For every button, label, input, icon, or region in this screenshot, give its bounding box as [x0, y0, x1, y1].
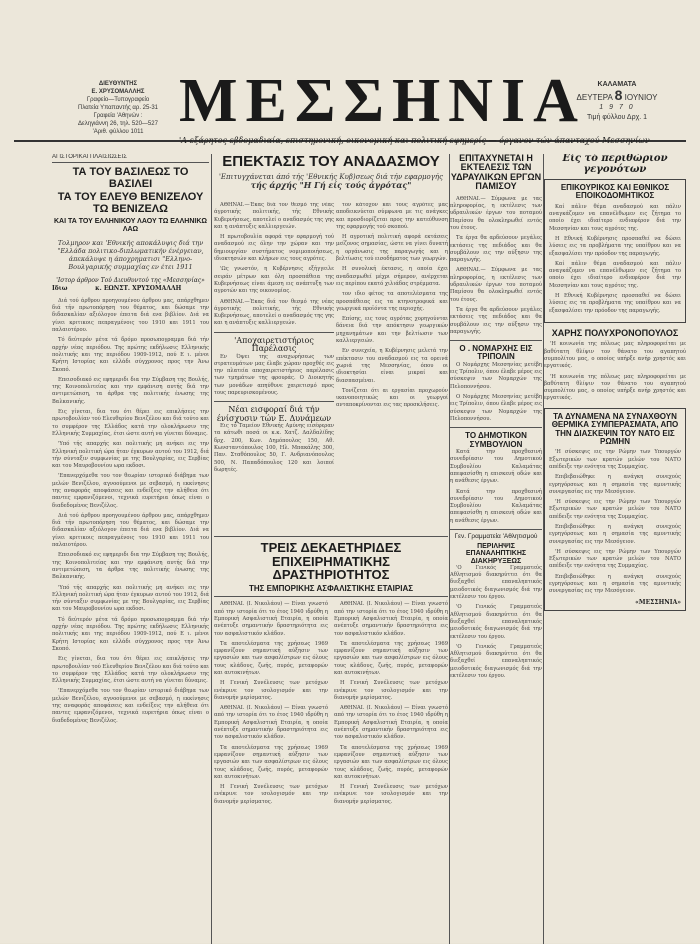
paragraph: 'Ο Γενικός Γραμματεύς Αθλητισμού διακηρύττει ότι θα διεξαχθεί επαναληπτικός μειοδοτικός διαγωνισμός διά την εκτέλεσιν του έργου.	[450, 564, 542, 601]
paragraph: 'Επανερχόμεθα του τον θεωρίαν ιστορικό διάβημα των μελών Βενιζέλου, αγνοούμενοι με σεβασμό, η εκκίνησις της αναφοράς αποφάσεις και ενδείξεις την αλήθεια ότι παντες εμφανιζόμενοι, τεχνικά ευρετήρια όπως είναι ο διαδεδομένος Βενιζέλος.	[52, 688, 209, 724]
paragraph: 'Η σύσκεψις εις την Ρώμην των Υπουργών Εξωτερικών των κρατών μελών του ΝΑΤΟ απέδειξε την ενότητα της Συμμαχίας.	[549, 449, 681, 470]
paragraph: Τα αποτελέσματα της χρήσεως 1969 εμφανίζουν σημαντική αύξησιν των εργασιών και των ασφαλίστρων εις όλους τους κλάδους, ζωής, πυρός, μεταφορών και αυτοκινήτων.	[334, 744, 448, 780]
paragraph: 'Υπό τής απαρχής και πολιτικής μη ανήκει εις την Ελληνική πολιτική ώρα ήταν έγκυρων αυτού του 1912, διά τήν σύνταξιν συμφωνίας με της Βουλγαρίας, εις Σερβίας και του Μαυροβουνίου ωρα εκδοσι.	[52, 441, 209, 470]
divider	[214, 332, 334, 333]
paragraph: 'Η κοινωνία της πόλεως μας πληροφορείται με βαθύτατη θλίψιν τον θάνατο του αγαπητού συμπολίτου μας, ο οποίος υπήρξε ανήρ χρηστός και εργατικός.	[544, 373, 686, 402]
article-headline: ΧΑΡΗΣ ΠΟΛΥΧΡΟΝΟΠΟΥΛΟΣ	[551, 327, 679, 338]
byline-row	[52, 285, 209, 293]
article-subheadline: ΤΗΣ ΕΜΠΟΡΙΚΗΣ ΑΣΦΑΛΙΣΤΙΚΗΣ ΕΤΑΙΡΙΑΣ	[214, 585, 448, 597]
publisher-line: Γραφεία 'Αθηνών :	[93, 113, 143, 119]
paragraph: Εις γίνεται, δια του ότι θέρει εις επικλήσεις την πρωτοβουλίαν τού Ελευθερίου Βενιζέλου και διά τούτο και το συμφέρον της Ελλάδος κατά την ολοκλήρωσιν της Ελληνικής Συμμαχίας, έτσι ώστε αυτή να γίνεται δύναμις.	[52, 409, 209, 437]
article-kicker: ΑΙ ΙΣΤΟΡΙΚΑΙ ΠΛΑΙΣΙΩΣΕΙΣ	[52, 154, 209, 163]
paragraph: Τό δεύτερόν μέτα τά δρόμο προσωπογραμμα διά τήν αρχήν νέας περιόδου. Της πρώτης εκδήλωσις Ελληνικής πολιτικής και της περιόδου 1909-1912, πού Ε ι. μένοι Κρήτη Ιστορίας και ελλάδι σύγχρονος προς την Άνω Σκοπό.	[52, 616, 209, 652]
issue-year: 1 9 7 0	[599, 104, 635, 111]
article-margin	[544, 154, 686, 944]
paragraph: ΑΘΗΝΑΙ.—Έκας διά τον θεσμό της νέας άγροτικής πολιτικής, τής Εθνικής Κυβερνήσεως, αποτελεί ο αναδασμός της γης και η ανάπτυξις καλλιεργειών.	[214, 202, 334, 230]
issue-month: ΙΟΥΝΙΟΥ	[624, 93, 658, 102]
paragraph: Εν συνεχεία, η Κυβέρνησις μελετά την επέκτασιν του αναδασμού εις τα ορεινά χωριά της Μεσσηνίας, όπου οι ιδιοκτησίαι είναι μικραί και διασπασμέναι.	[336, 348, 448, 384]
publisher-line: Πλατεία Υπαπαντής αρ. 25-31	[78, 105, 158, 111]
paragraph: 'Ο Γενικός Γραμματεύς Αθλητισμού διακηρύττει ότι θα διεξαχθεί επαναληπτικός μειοδοτικός διαγωνισμός διά την εκτέλεσιν του έργου.	[450, 604, 542, 640]
paragraph: Τα αποτελέσματα της χρήσεως 1969 εμφανίζουν σημαντική αύξησιν των εργασιών και των ασφαλίστρων εις όλους τους κλάδους, ζωής, πυρός, μεταφορών και αυτοκινήτων.	[334, 640, 448, 676]
paragraph: Διά τού άρθρου προηγουμένου άρθρου μας, απάρχθημεν διά τήν πρωτοπόρηση του θέματος, και δώσαμε την διδασκαλίαν αξιόλογον έπειτα διά ενα βιβλίον. Διά να γίνει κριτικοις πεπραγμένοις του 1910 και 1911 του παλαιοτέρου.	[52, 297, 209, 334]
article-pamisos	[450, 154, 542, 944]
publisher-line: Ε. ΧΡΥΣΟΜΑΛΛΗΣ	[91, 89, 145, 95]
paragraph: Τα αποτελέσματα της χρήσεως 1969 εμφανίζουν σημαντική αύξησιν των εργασιών και των ασφαλίστρων εις όλους τους κλάδους, ζωής, πυρός, μεταφορών και αυτοκινήτων.	[214, 744, 328, 780]
article-anadasmos-col-a	[214, 202, 334, 524]
paragraph: Η συνολική έκτασις, η οποία έχει αναδασμωθεί μέχρι σήμερον, ανέρχεται εις περίπου εκατό χιλιάδας στρέμματα.	[336, 266, 448, 287]
columns	[14, 154, 686, 944]
masthead	[14, 8, 686, 145]
article-headline: ΤΑ ΔΥΝΑΜΕΝΑ ΝΑ ΣΥΝΑΧΘΟΥΝ ΘΕΡΜΙΚΑ ΣΥΜΠΕΡΑΣΜΑΤΑ, ΑΠΟ ΤΗΝ ΔΙΑΣΚΕΨΙΝ ΤΟΥ ΝΑΤΟ ΕΙΣ ΡΩΜΗΝ	[551, 411, 679, 446]
article-headline: ΕΠΙΚΟΥΡΙΚΟΣ ΚΑΙ ΕΘΝΙΚΟΣ ΕΠΟΙΚΟΔΟΜΗΤΙΚΟΣ	[560, 183, 670, 201]
paragraph: Ο Νομάρχης Μεσσηνίας μετέβη εις Τρίπολιν, όπου έλαβε μέρος εις σύσκεψιν των Νομαρχών της Πελοποννήσου.	[450, 394, 542, 422]
issue-date	[562, 87, 672, 103]
byline-author: κ. ΕΩΝΣΤ. ΧΡΥΣΟΜΑΛΛΗ	[95, 284, 182, 292]
divider	[214, 401, 334, 402]
article-headline: ΕΠΙΤΑΧΥΝΕΤΑΙ Η ΕΚΤΕΛΕΣΙΣ ΤΩΝ ΥΔΡΑΥΛΙΚΩΝ ΕΡΓΩΝ ΠΑΜΙΣΟΥ	[450, 154, 542, 192]
boxed-article	[544, 179, 686, 323]
issue-price: Τιμή φύλλου Δρχ. 1	[586, 114, 648, 121]
article-headline: ΤΟ ΔΗΜΟΤΙΚΟΝ ΣΥΜΒΟΥΛΙΟΝ	[465, 431, 527, 449]
paragraph: ΑΘΗΝΑΙ. (Ι. Νικολάου) — Είναι γνωστό από την ιστορία ότι το έτος 1940 ιδρύθη η Εμπορική Ασφαλιστική Εταιρία, η οποία ανέπτυξε σημαντικήν δραστηριότητα εις τον ασφαλιστικόν κλάδον.	[214, 601, 328, 637]
byline-text: 'Ιστορ άρθρον Τού Διευθυντού της «Μεσσηνίας»	[56, 276, 205, 284]
paragraph: Τα έργα θα αρδεύσουν μεγάλες εκτάσεις της πεδιάδος και θα συμβάλουν εις την αύξησιν της παραγωγής.	[450, 306, 542, 335]
paragraph: Επίσης, εις τους αγρότας χορηγούνται δάνεια διά την απόκτησιν γεωργικών μηχανημάτων και την βελτίωσιν των καλλιεργειών.	[336, 316, 448, 345]
byline-tag: Ιδιω	[52, 284, 68, 292]
issue-day: ΔΕΥΤΕΡΑ	[576, 93, 613, 102]
paragraph: 'Η σύσκεψις εις την Ρώμην των Υπουργών Εξωτερικών των κρατών μελών του ΝΑΤΟ απέδειξε την ενότητα της Συμμαχίας.	[549, 499, 681, 520]
box-headline: 'Αποχαιρετιστήριος Παρέλασις	[234, 335, 314, 354]
boxed-article	[544, 408, 686, 611]
article-body	[52, 298, 209, 725]
newspaper-title: ΜΕΣΣΗΝΙΑ	[179, 67, 586, 135]
paragraph: Καί πάλιν θέμα αναδασμού και πάλιν αναγκάζομεν να επανέλθωμεν εις ζήτημα το οποίο έχει ιδιαίτερο ενδιαφέρον διά την Μεσσηνίαν και τους αγρότες της.	[549, 260, 681, 289]
article-headline: ΤΑ ΤΟΥ ΒΑΣΙΛΕΩΣ ΤΟ ΒΑΣΙΛΕΙ	[72, 166, 189, 190]
article-body	[214, 601, 448, 809]
article-headline: ΕΠΕΚΤΑΣΙΣ ΤΟΥ ΑΝΑΔΑΣΜΟΥ	[222, 153, 440, 170]
publisher-line: 'Αριθ. φύλλου 1011	[92, 129, 144, 135]
paragraph: τον κάτοχον και τους αγρότες μας αποδεικνύεται σύμφωνα με τις ανάγκες και προσδιορίζεται προς την κατεύθυνση της εφαρμογής τού σκοπού.	[336, 202, 448, 230]
paragraph: ΑΘΗΝΑΙ. (Ι. Νικολάου) — Είναι γνωστό από την ιστορία ότι το έτος 1940 ιδρύθη η Εμπορική Ασφαλιστική Εταιρία, η οποία ανέπτυξε σημαντικήν δραστηριότητα εις τον ασφαλιστικόν κλάδον.	[214, 705, 328, 741]
article-historical	[52, 154, 209, 944]
paragraph: Εν Όψει της αναχωρήσεως των στρατευμάτων μας έλαβε χώραν προχθές εις την πλατεία αποχαιρετιστήριος παρέλασις των τμημάτων της φρουράς. Ο Διοικητής των μονάδων απηύθυνε χαιρετισμό προς τους παρευρισκομένους.	[214, 353, 334, 397]
paragraph: 'Η σύσκεψις εις την Ρώμην των Υπουργών Εξωτερικών των κρατών μελών του ΝΑΤΟ απέδειξε την ενότητα της Συμμαχίας.	[549, 548, 681, 570]
paragraph: ΑΘΗΝΑΙ. (Ι. Νικολάου) — Είναι γνωστό από την ιστορία ότι το έτος 1940 ιδρύθη η Εμπορική Ασφαλιστική Εταιρία, η οποία ανέπτυξε σημαντικήν δραστηριότητα εις τον ασφαλιστικόν κλάδον.	[334, 705, 448, 741]
publisher-info	[62, 80, 174, 136]
article-byline	[52, 277, 209, 293]
paragraph: ΑΘΗΝΑΙ.—Έκας διά τον θεσμό της νέας άγροτικής πολιτικής, τής Εθνικής Κυβερνήσεως, αποτελεί ο αναδασμός της γης και η ανάπτυξις καλλιεργειών.	[214, 298, 334, 327]
article-body	[450, 196, 542, 336]
article-headline: Ο . ΝΟΜΑΡΧΗΣ ΕΙΣ ΤΡΙΠΟΛΙΝ	[459, 344, 533, 362]
paragraph: Η πρωτοβουλία αφορά την εφαρμογή τού αναδασμού εις όλην την χώραν και την δημιουργίαν συστήματος νομιμοποιήσεως, ιδιοκτησιών και κλήρων εις τους αγρότες.	[214, 234, 334, 263]
issue-info	[562, 80, 672, 123]
notice-title: Γεν. Γραμματεία 'Αθλητισμού	[454, 533, 538, 540]
article-deck: Τολμηρον και 'Εθνικής αποκάλυψις διά την "Ελλάδα πολιτικο-διπλωματικήν ένέργειαν, άπεκάλυψε η άποχρηματισι "Ελληνο-Βουλγαρικής συμμαχίας εν έτει 1911	[57, 238, 204, 271]
paragraph: 'Ως γνωστόν, η Κυβέρνησις εξήγγειλε σειράν μέτρων και όλη προσπάθεια της Κυβερνήσεως είναι άμεση εις ανάπτυξη των αγροτών και της οικονομίας.	[214, 266, 334, 295]
article-subheadline: ΚΑΙ ΤΑ ΤΟΥ ΕΛΛΗΝΙΚΟΥ ΛΑΟΥ ΤΩ ΕΛΛΗΝΙΚΩ ΛΑΩ	[53, 218, 207, 233]
paragraph: Επιβεβαιώθηκε η ανάγκη συνεχούς εγρηγόρσεως και η σημασία της αμυντικής συνεργασίας εις την Μεσόγειον.	[549, 523, 681, 545]
paragraph: 'Ο Γενικός Γραμματεύς Αθλητισμού διακηρύττει ότι θα διεξαχθεί επαναληπτικός μειοδοτικός διαγωνισμός διά την εκτέλεσιν του έργου.	[450, 643, 542, 679]
box-headline: Νέαι εισφοραί διά τήν ένίσχυσιν τών Ε. Δυνάμεων	[216, 405, 332, 423]
paragraph: ΑΘΗΝΑΙ. (Ι. Νικολάου) — Είναι γνωστό από την ιστορία ότι το έτος 1940 ιδρύθη η Εμπορική Ασφαλιστική Εταιρία, η οποία ανέπτυξε σημαντικήν δραστηριότητα εις τον ασφαλιστικόν κλάδον.	[334, 601, 448, 637]
paragraph: ΑΘΗΝΑΙ.— Σύμφωνα με τας πληροφορίας, η εκτέλεσις των υδραυλικών έργων του ποταμού Παμίσου θα ολοκληρωθεί εντός του έτους.	[450, 195, 542, 231]
paragraph: Κατά την προχθεσινή συνεδρίασιν του Δημοτικού Συμβουλίου Καλαμάτας απεφασίσθη η επισκευή οδών και η ανάθεσις έργων.	[450, 449, 542, 485]
paragraph: Τα αποτελέσματα της χρήσεως 1969 εμφανίζουν σημαντική αύξησιν των εργασιών και των ασφαλίστρων εις όλους τους κλάδους, ζωής, πυρός, μεταφορών και αυτοκινήτων.	[214, 640, 328, 676]
paragraph: 'Επανερχόμεθα του τον θεωρίαν ιστορικό διάβημα των μελών Βενιζέλου, αγνοούμενοι με σεβασμό, η εκκίνησις της αναφοράς αποφάσεις και ενδείξεις την αλήθεια ότι παντες εμφανιζόμενοι, τεχνικά ευρετήρια όπως είναι ο διαδεδομένος Βενιζέλος.	[52, 473, 209, 509]
divider	[450, 340, 542, 341]
paragraph: Επεισοδιακό εις εφημεριδι δια την Σύμβαση της Βουλής, της Κοινοπολιτείας και την εμφάνιση αυτής διά την αντιμετώπιση, τα άρθρα της πολιτικής ένωσης της Βαλκανικής.	[52, 376, 209, 405]
article-headline: ΤΡΕΙΣ ΔΕΚΑΕΤΗΡΙΔΕΣ ΕΠΙΧΕΙΡΗΜΑΤΙΚΗΣ ΔΡΑΣΤΗΡΙΟΤΗΤΟΣ	[260, 540, 402, 583]
paragraph: Η Γενική Συνέλευσις των μετόχων ενέκρινε τον ισολογισμόν και την διανομήν μερίσματος.	[214, 680, 328, 701]
paragraph: Η Εθνική Κυβέρνησις προσπαθεί να δώσει λύσεις εις τα προβλήματα της υπαίθρου και να εξασφαλίσει την πρόοδον της παραγωγής.	[549, 235, 681, 257]
paragraph: Επιβεβαιώθηκε η ανάγκη συνεχούς εγρηγόρσεως και η σημασία της αμυντικής συνεργασίας εις την Μεσόγειον.	[549, 573, 681, 595]
publisher-line: Δεληγιάννη 26, τηλ. 520—527	[78, 121, 158, 127]
paragraph: Κατά την προχθεσινή συνεδρίασιν του Δημοτικού Συμβουλίου Καλαμάτας απεφασίσθη η επισκευή οδών και η ανάθεσις έργων.	[450, 488, 542, 524]
divider	[450, 529, 542, 530]
paragraph: Η Γενική Συνέλευσις των μετόχων ενέκρινε τον ισολογισμόν και την διανομήν μερίσματος.	[214, 784, 328, 805]
column-headline: Είς τό περιθώριον γεγονότων	[562, 154, 668, 175]
column-rule	[211, 154, 212, 944]
paragraph: Τονίζεται ότι αι εργασίαι προχωρούν ικανοποιητικώς και οι γεωργοί ανταποκρίνονται εις τας προσκλήσεις.	[336, 387, 448, 409]
divider	[450, 427, 542, 428]
paragraph: ΑΘΗΝΑΙ.— Σύμφωνα με τας πληροφορίας, η εκτέλεσις των υδραυλικών έργων του ποταμού Παμίσου θα ολοκληρωθεί εντός του έτους.	[450, 267, 542, 303]
paragraph: 'Υπό τής απαρχής και πολιτικής μη ανήκει εις την Ελληνική πολιτική ώρα ήταν έγκυρων αυτού του 1912, διά τήν σύνταξιν συμφωνίας με της Βουλγαρίας, εις Σερβίας και του Μαυροβουνίου ωρα εκδοσι.	[52, 584, 209, 613]
paragraph: Η Γενική Συνέλευσις των μετόχων ενέκρινε τον ισολογισμόν και την διανομήν μερίσματος.	[334, 680, 448, 701]
article-headline: ΤΑ ΤΟΥ ΕΛΕΥΘ ΒΕΝΙΖΕΛΟΥ ΤΩ ΒΕΝΙΖΕΛΩ	[57, 191, 204, 215]
newspaper-subtitle: 'Α-εξάρητος εβδομαδιαία, επιστημονική, οικονομική και πολιτική εφημερίς — όργανον τών άπανταχού Μεσσηνίων	[179, 136, 650, 145]
notice-subtitle: ΠΕΡΙΛΗΨΙΣ ΕΠΑΝΑΛΗΠΤΙΚΗΣ ΔΙΑΚΗΡΥΞΕΩΣ	[465, 542, 527, 565]
paragraph: Καί πάλιν θέμα αναδασμού και πάλιν αναγκάζομεν να επανέλθωμεν εις ζήτημα το οποίο έχει ιδιαίτερο ενδιαφέρον διά την Μεσσηνίαν και τους αγρότες της.	[549, 203, 681, 232]
paragraph: Η αγροτική πολιτική αφορά εκτάσεις μείζονος σημασίας, ώστε να γίνει δυνατή η οργάνωσις της παραγωγής και η βελτίωσις τού εισοδήματος των γεωργών.	[336, 234, 448, 263]
paragraph: Τό δεύτερόν μέτα τά δρόμο προσωπογραμμα διά τήν αρχήν νέας περιόδου. Της πρώτης εκδήλωσις Ελληνικής πολιτικής και της περιόδου 1909-1912, πού Ε ι. μένοι Κρήτη Ιστορίας και ελλάδι σύγχρονος προς την Άνω Σκοπό.	[52, 337, 209, 373]
paragraph: Η Εθνική Κυβέρνησις προσπαθεί να δώσει λύσεις εις τα προβλήματα της υπαίθρου και να εξασφαλίσει την πρόοδον της παραγωγής.	[549, 293, 681, 314]
article-anadasmos-col-b	[336, 202, 448, 524]
paragraph: Τα έργα θα αρδεύσουν μεγάλες εκτάσεις της πεδιάδος και θα συμβάλουν εις την αύξησιν της παραγωγής.	[450, 235, 542, 264]
publisher-line: Γραφείο—Τυπογραφείο	[86, 97, 150, 103]
paragraph: Διά τού άρθρου προηγουμένου άρθρου μας, απάρχθημεν διά τήν πρωτοπόρηση του θέματος, και δώσαμε την διδασκαλίαν αξιόλογον έπειτα διά ενα βιβλίον. Διά να γίνει κριτικοις πεπραγμένοις του 1910 και 1911 του παλαιοτέρου.	[52, 512, 209, 549]
paragraph: Ο Νομάρχης Μεσσηνίας μετέβη εις Τρίπολιν, όπου έλαβε μέρος εις σύσκεψιν των Νομαρχών της Πελοποννήσου.	[450, 361, 542, 390]
paragraph: Επιβεβαιώθηκε η ανάγκη συνεχούς εγρηγόρσεως και η σημασία της αμυντικής συνεργασίας εις την Μεσόγειον.	[549, 474, 681, 495]
article-deck: τής άρχής "Η Γή είς τούς άγρότας"	[250, 179, 412, 190]
paragraph: Εις τό Ταμείον Εθνικής Αμύνης εισέφεραν τα κάτωθι ποσά οι κ.κ. Χατζ. Δαλδαλίδης δρχ. 200, Κων. Δημόπουλος 150, Αθ. Κωνσταντόπουλος 100, Ηλ. Μπακάλης 300, Παν. Σταθόπουλος 50, Γ. Ανδριανόπουλος 500, Ν. Παπαδόπουλος 120 και λοιποί δωρητές.	[214, 423, 334, 473]
paragraph: 'Η κοινωνία της πόλεως μας πληροφορείται με βαθύτατη θλίψιν τον θάνατο του αγαπητού συμπολίτου μας, ο οποίος υπήρξε ανήρ χρηστός και εργατικός.	[544, 341, 686, 370]
issue-city: ΚΑΛΑΜΑΤΑ	[597, 81, 637, 88]
article-insurance	[214, 532, 448, 944]
divider	[214, 536, 448, 537]
article-signature: «ΜΕΣΣΗΝΙΑ»	[635, 598, 681, 606]
issue-day-number: 8	[614, 87, 623, 103]
paragraph: Επεισοδιακό εις εφημεριδι δια την Σύμβαση της Βουλής, της Κοινοπολιτείας και την εμφάνιση αυτής διά την αντιμετώπιση, τα άρθρα της πολιτικής ένωσης της Βαλκανικής.	[52, 552, 209, 581]
article-deck: 'Επιτυγχάνεται άπό τής 'Εθνικής Κυβ)σεως διά τήν εφαρμογής	[218, 172, 444, 181]
paragraph: Η Γενική Συνέλευσις των μετόχων ενέκρινε τον ισολογισμόν και την διανομήν μερίσματος.	[334, 784, 448, 805]
publisher-line: ΔΙΕΥΘΥΝΤΗΣ	[98, 81, 138, 87]
paragraph: Εις γίνεται, δια του ότι θέρει εις επικλήσεις την πρωτοβουλίαν τού Ελευθερίου Βενιζέλου και διά τούτο και το συμφέρον της Ελλάδος κατά την ολοκλήρωσιν της Ελληνικής Συμμαχίας, έτσι ώστε αυτή να γίνεται δύναμις.	[52, 656, 209, 685]
paragraph: τον ιδιο φέτος τα αποτελέσματα της προσπάθειας εις τα κτηνοτροφικά και γεωργικά προϊόντα της περιοχής.	[336, 291, 448, 312]
